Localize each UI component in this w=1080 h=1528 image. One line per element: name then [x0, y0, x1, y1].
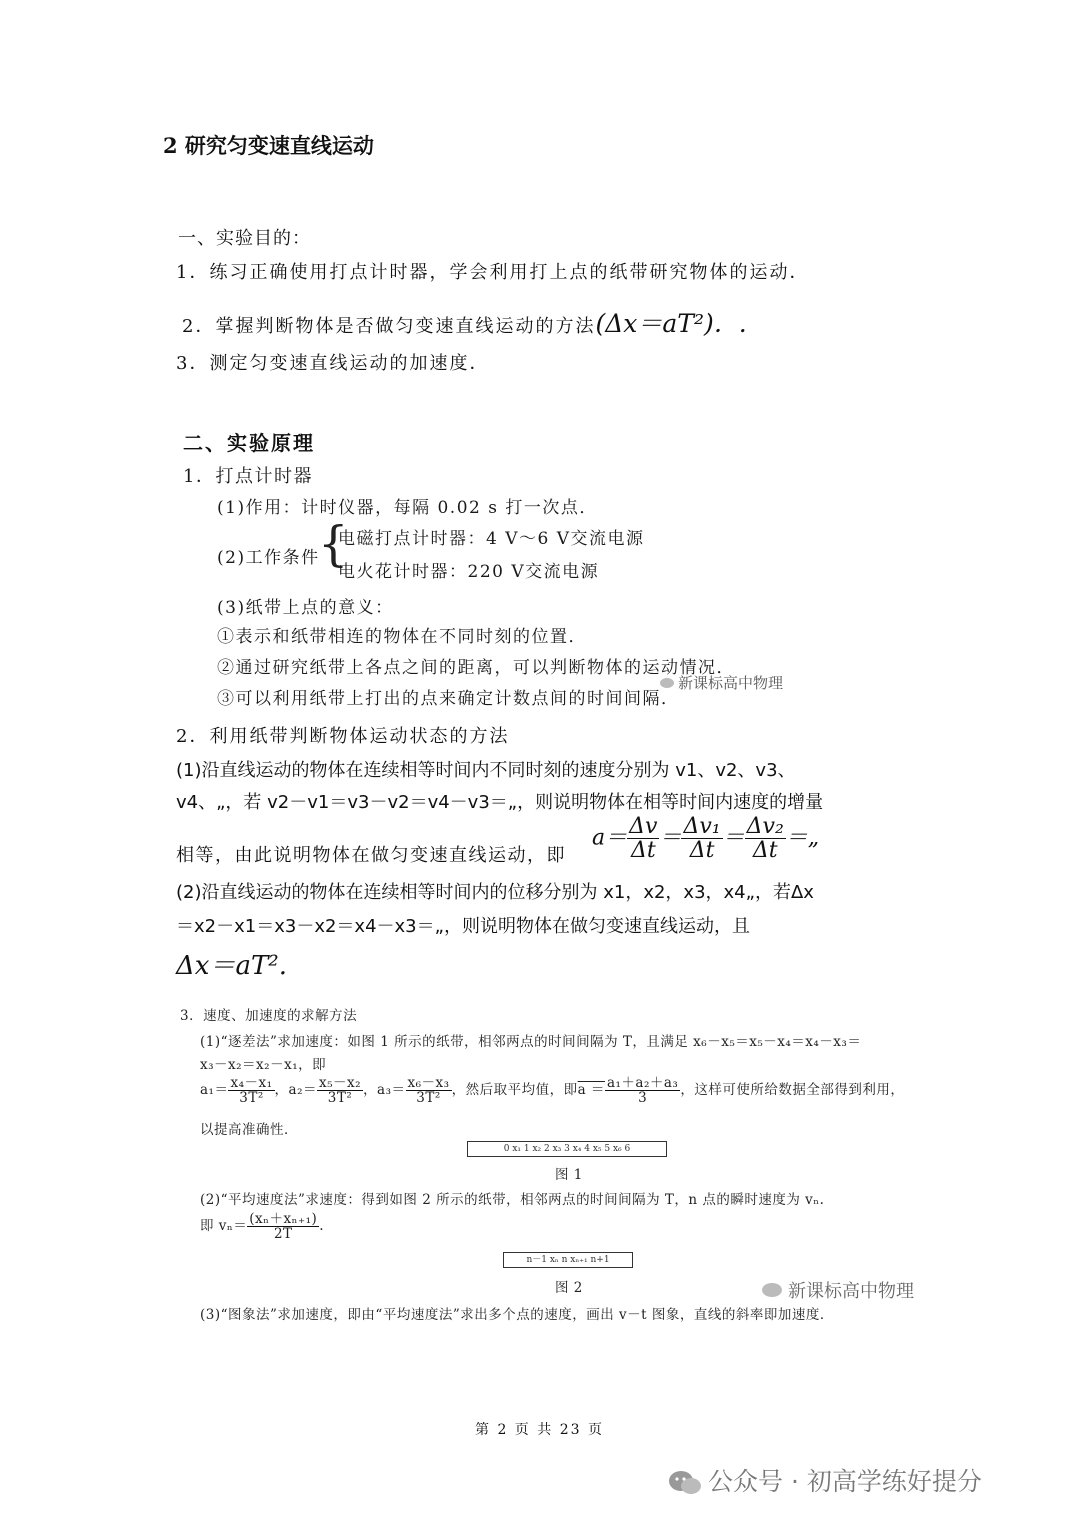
purpose-item-2-text: 2．掌握判断物体是否做匀变速直线运动的方法: [182, 316, 596, 337]
frac-num: x₆－x₃: [407, 1075, 450, 1091]
solve-m3-line: (3)“图象法”求加速度，即由“平均速度法”求出多个点的速度，画出 v－t 图象，直线的斜率即加速度．: [200, 1307, 834, 1323]
section-watermark-text: 新课标高中物理: [788, 1281, 914, 1302]
avg-text: ，然后取平均值，即: [451, 1082, 578, 1099]
solve-m2-line1: (2)“平均速度法”求速度：得到如图 2 所示的纸带，相邻两点的时间间隔为 T，n 点的瞬时速度为 vₙ.: [200, 1192, 825, 1208]
a1-label: a₁＝: [200, 1082, 229, 1099]
method-p2-line1: (2)沿直线运动的物体在连续相等时间内的位移分别为 x1，x2，x3，x4„，若Δx: [176, 882, 814, 903]
m2-prefix: 即 vₙ＝: [200, 1218, 248, 1235]
solve-heading: 3．速度、加速度的求解方法: [180, 1008, 358, 1024]
purpose-item-3: 3．测定匀变速直线运动的加速度．: [176, 353, 490, 374]
a3-frac: [406, 1076, 452, 1105]
wechat-icon: [762, 1283, 782, 1297]
formula-frac-3: [745, 815, 786, 862]
frac-den: 2T: [273, 1226, 293, 1243]
principle-meaning-1: ①表示和纸带相连的物体在不同时刻的位置．: [217, 627, 587, 647]
account-watermark: [668, 1462, 982, 1498]
method-p2-formula: Δx＝aT².: [176, 951, 287, 981]
solve-m2-formula: [200, 1212, 324, 1241]
purpose-item-2: [182, 304, 747, 340]
method-heading: 2．利用纸带判断物体运动状态的方法: [176, 726, 510, 747]
wechat-icon: [660, 678, 674, 688]
frac-num: x₄－x₁: [230, 1075, 273, 1091]
a2-label: ，a₂＝: [274, 1082, 317, 1099]
a2-frac: [317, 1076, 363, 1105]
avg-tail: ，这样可使所给数据全部得到利用，: [680, 1082, 905, 1099]
page-number: 第 2 页 共 23 页: [475, 1422, 604, 1438]
frac-num: a₁＋a₂＋a₃: [606, 1075, 679, 1091]
inline-watermark: [660, 672, 783, 693]
principle-meaning-label: (3)纸带上点的意义：: [217, 598, 394, 618]
principle-meaning-3: ③可以利用纸带上打出的点来确定计数点间的时间间隔．: [217, 689, 680, 709]
avg-lhs: a ＝: [577, 1082, 605, 1099]
formula-frac-2: [681, 815, 722, 862]
frac-den: Δt: [689, 838, 715, 864]
solve-m1-line4: 以提高准确性．: [200, 1122, 298, 1138]
purpose-item-1: 1．练习正确使用打点计时器，学会利用打上点的纸带研究物体的运动．: [176, 262, 810, 283]
frac-num: Δv₂: [746, 814, 784, 839]
figure-2-tape: n－1 xₙ n xₙ₊₁ n+1: [503, 1252, 633, 1268]
principle-condition-b: 电火花计时器：220 V交流电源: [338, 562, 600, 582]
purpose-item-2-formula: (Δx＝aT²)．.: [595, 309, 747, 338]
section-heading-purpose: 一、实验目的：: [178, 228, 311, 249]
frac-den: Δt: [752, 838, 778, 864]
principle-condition-a: 电磁打点计时器：4 V～6 V交流电源: [338, 529, 645, 549]
principle-function: (1)作用：计时仪器，每隔 0.02 s 打一次点．: [217, 498, 598, 518]
frac-den: 3T²: [327, 1090, 353, 1107]
figure-1-tape: 0 x₁ 1 x₂ 2 x₃ 3 x₄ 4 x₅ 5 x₆ 6: [467, 1141, 667, 1157]
formula-tail: ＝„: [785, 825, 820, 851]
method-p1-formula: a＝ $\frac{\Delta v}{\Delta t}$ ＝ $\frac{\text{Δv₁}}{\Delta t}$ ＝ $\frac{\text{Δv₂}}{\Delta t}$ ＝„: [592, 814, 820, 864]
wechat-icon: [668, 1469, 702, 1497]
solve-m1-line2: x₃－x₂＝x₂－x₁，即: [200, 1057, 327, 1073]
frac-num: Δv₁: [683, 814, 721, 839]
m2-frac: [247, 1212, 319, 1241]
frac-den: 3T²: [239, 1090, 264, 1107]
principle-conditions-label: (2)工作条件: [217, 548, 320, 568]
formula-frac-1: [627, 815, 659, 862]
frac-den: 3: [638, 1090, 648, 1107]
brace-icon: {: [318, 516, 349, 572]
frac-num: (xₙ＋xₙ₊₁): [249, 1211, 318, 1227]
section-watermark: [762, 1277, 914, 1303]
a3-label: ，a₃＝: [363, 1082, 406, 1099]
m2-tail: .: [319, 1218, 325, 1235]
section-heading-principle: 二、实验原理: [183, 431, 315, 455]
frac-den: 3T²: [416, 1090, 441, 1107]
principle-sub-timer: 1．打点计时器: [183, 466, 313, 487]
solve-m1-formulas: [200, 1076, 904, 1105]
solve-m1-line1: (1)“逐差法”求加速度：如图 1 所示的纸带，相邻两点的时间间隔为 T，且满足 x₆－x₅＝x₅－x₄＝x₄－x₃＝: [200, 1034, 862, 1050]
formula-lhs: a: [592, 825, 606, 851]
principle-meaning-2: ②通过研究纸带上各点之间的距离，可以判断物体的运动情况．: [217, 658, 735, 678]
frac-num: x₅－x₂: [319, 1075, 362, 1091]
account-text: 公众号 · 初高学练好提分: [708, 1467, 982, 1496]
method-p1-line2: v4、„，若 v2－v1＝v3－v2＝v4－v3＝„，则说明物体在相等时间内速度的增量: [176, 792, 824, 813]
figure-2-caption: 图 2: [555, 1280, 583, 1296]
frac-den: Δt: [630, 838, 656, 864]
inline-watermark-text: 新课标高中物理: [678, 674, 784, 692]
a1-frac: [228, 1076, 274, 1105]
method-p1-line3: 相等，由此说明物体在做匀变速直线运动，即: [176, 845, 566, 866]
figure-1-caption: 图 1: [555, 1167, 583, 1183]
page-title: 2 研究匀变速直线运动: [163, 133, 374, 158]
avg-frac: [605, 1076, 680, 1105]
frac-num: Δv: [629, 814, 658, 839]
method-p1-line1: (1)沿直线运动的物体在连续相等时间内不同时刻的速度分别为 v1、v2、v3、: [176, 760, 796, 781]
method-p2-line2: ＝x2－x1＝x3－x2＝x4－x3＝„，则说明物体在做匀变速直线运动，且: [176, 916, 750, 937]
